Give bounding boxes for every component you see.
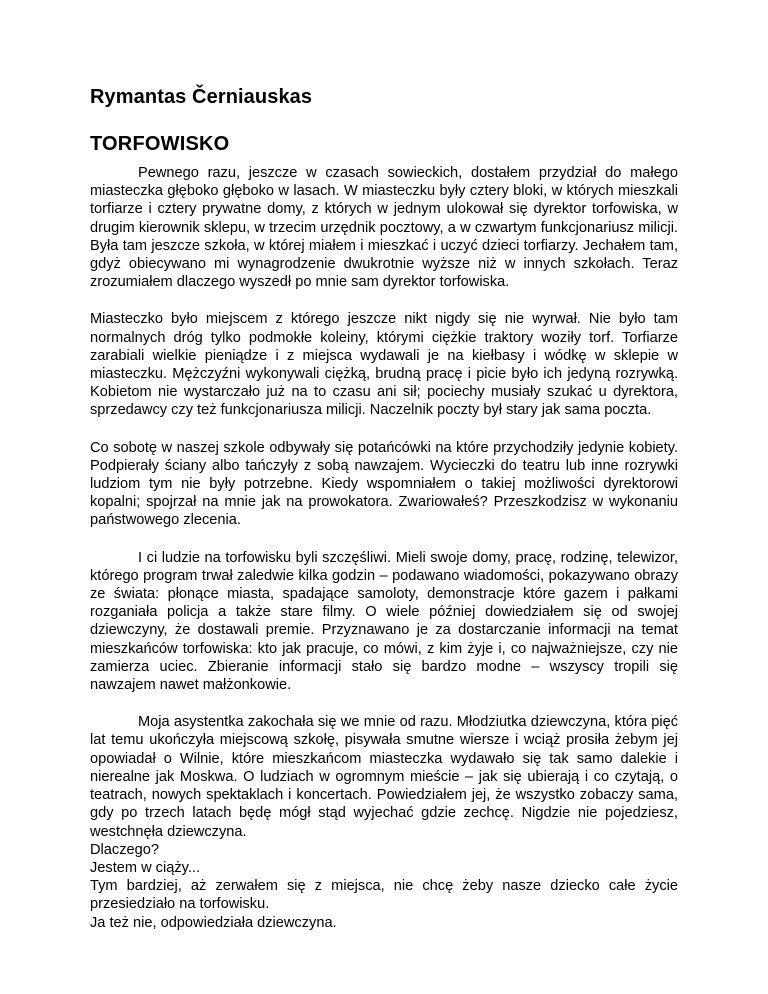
author-name: Rymantas Černiauskas — [90, 86, 313, 108]
story-title: TORFOWISKO — [90, 133, 230, 155]
dialogue-line-1: Dlaczego? — [90, 841, 159, 858]
dialogue-line-2: Jestem w ciąży... — [90, 859, 201, 876]
paragraph-3: Co sobotę w naszej szkole odbywały się potańcówki na które przychodziły jedynie kobiety. Podpierały ściany albo tańczyły z sobą nawzajem. Wycieczki do teatru lub inne rozrywki ludziom tym nie były potrzebne. Kiedy wspomniałem o takiej możliwości dyrektorowi kopalni; spojrzał na mnie jak na prowokatora. Zwariowałeś? Przeszkodzisz w wykonaniu państwowego zlecenia. — [90, 439, 678, 529]
paragraph-4: I ci ludzie na torfowisku byli szczęśliwi. Mieli swoje domy, pracę, rodzinę, telewizor, którego program trwał zaledwie kilka godzin – podawano wiadomości, pokazywano obrazy ze świata: płonące miasta, spadające samoloty, demonstracje które gazem i pałkami rozganiała policja a także stare filmy. O wiele później dowiedziałem się od swojej dziewczyny, że dostawali premie. Przyznawano je za dostarczanie informacji na temat mieszkańców torfowiska: kto jak pracuje, co mówi, z kim żyje i, co najważniejsze, czy nie zamierza uciec. Zbieranie informacji stało się bardzo modne – wszyscy tropili się nawzajem nawet małżonkowie. — [90, 549, 678, 694]
dialogue-line-3: Tym bardziej, aż zerwałem się z miejsca, nie chcę żeby nasze dziecko całe życie przesiedziało na torfowisku. — [90, 878, 678, 913]
paragraph-1: Pewnego razu, jeszcze w czasach sowieckich, dostałem przydział do małego miasteczka głęboko głęboko w lasach. W miasteczku były cztery bloki, w których mieszkali torfiarze i cztery prywatne domy, z których w jednym ulokował się dyrektor torfowiska, w drugim kierownik sklepu, w trzecim urzędnik pocztowy, a w czwartym funkcjonariusz milicji. Była tam jeszcze szkoła, w której miałem i mieszkać i uczyć dzieci torfiarzy. Jechałem tam, gdyż obiecywano mi wynagrodzenie dwukrotnie wyższe niż w innych szkołach. Teraz zrozumiałem dlaczego wyszedł po mnie sam dyrektor torfowiska. — [90, 165, 678, 291]
document-page — [90, 84, 678, 932]
story-body — [90, 164, 678, 932]
paragraph-5-block — [90, 713, 678, 931]
paragraph-2: Miasteczko było miejscem z którego jeszcze nikt nigdy się nie wyrwał. Nie było tam normalnych dróg tylko podmokłe koleiny, którymi ciężkie traktory woziły torf. Torfiarze zarabiali wielkie pieniądze i z miejsca wydawali je na kiełbasy i wódkę w sklepie w miasteczku. Mężczyźni wykonywali ciężką, brudną pracę i picie było ich jedyną rozrywką. Kobietom nie wystarczało już na to czasu ani sił; pociechy musiały szukać u dyrektora, sprzedawcy czy też funkcjonariusza milicji. Naczelnik poczty był stary jak sama poczta. — [90, 311, 678, 419]
dialogue-line-4: Ja też nie, odpowiedziała dziewczyna. — [90, 914, 337, 931]
paragraph-5: Moja asystentka zakochała się we mnie od razu. Młodziutka dziewczyna, która pięć lat temu ukończyła miejscową szkołę, pisywała smutne wiersze i wciąż prosiła żebym jej opowiadał o Wilnie, które mieszkańcom miasteczka wydawało się tak samo dalekie i nierealne jak Moskwa. O ludziach w ogromnym mieście – jak się ubierają i co czytają, o teatrach, nowych spektaklach i koncertach. Powiedziałem jej, że wszystko zobaczy sama, gdy po trzech latach będę mógł stąd wyjechać gdzie zechcę. Nigdzie nie pojedziesz, westchnęła dziewczyna. — [90, 714, 678, 840]
